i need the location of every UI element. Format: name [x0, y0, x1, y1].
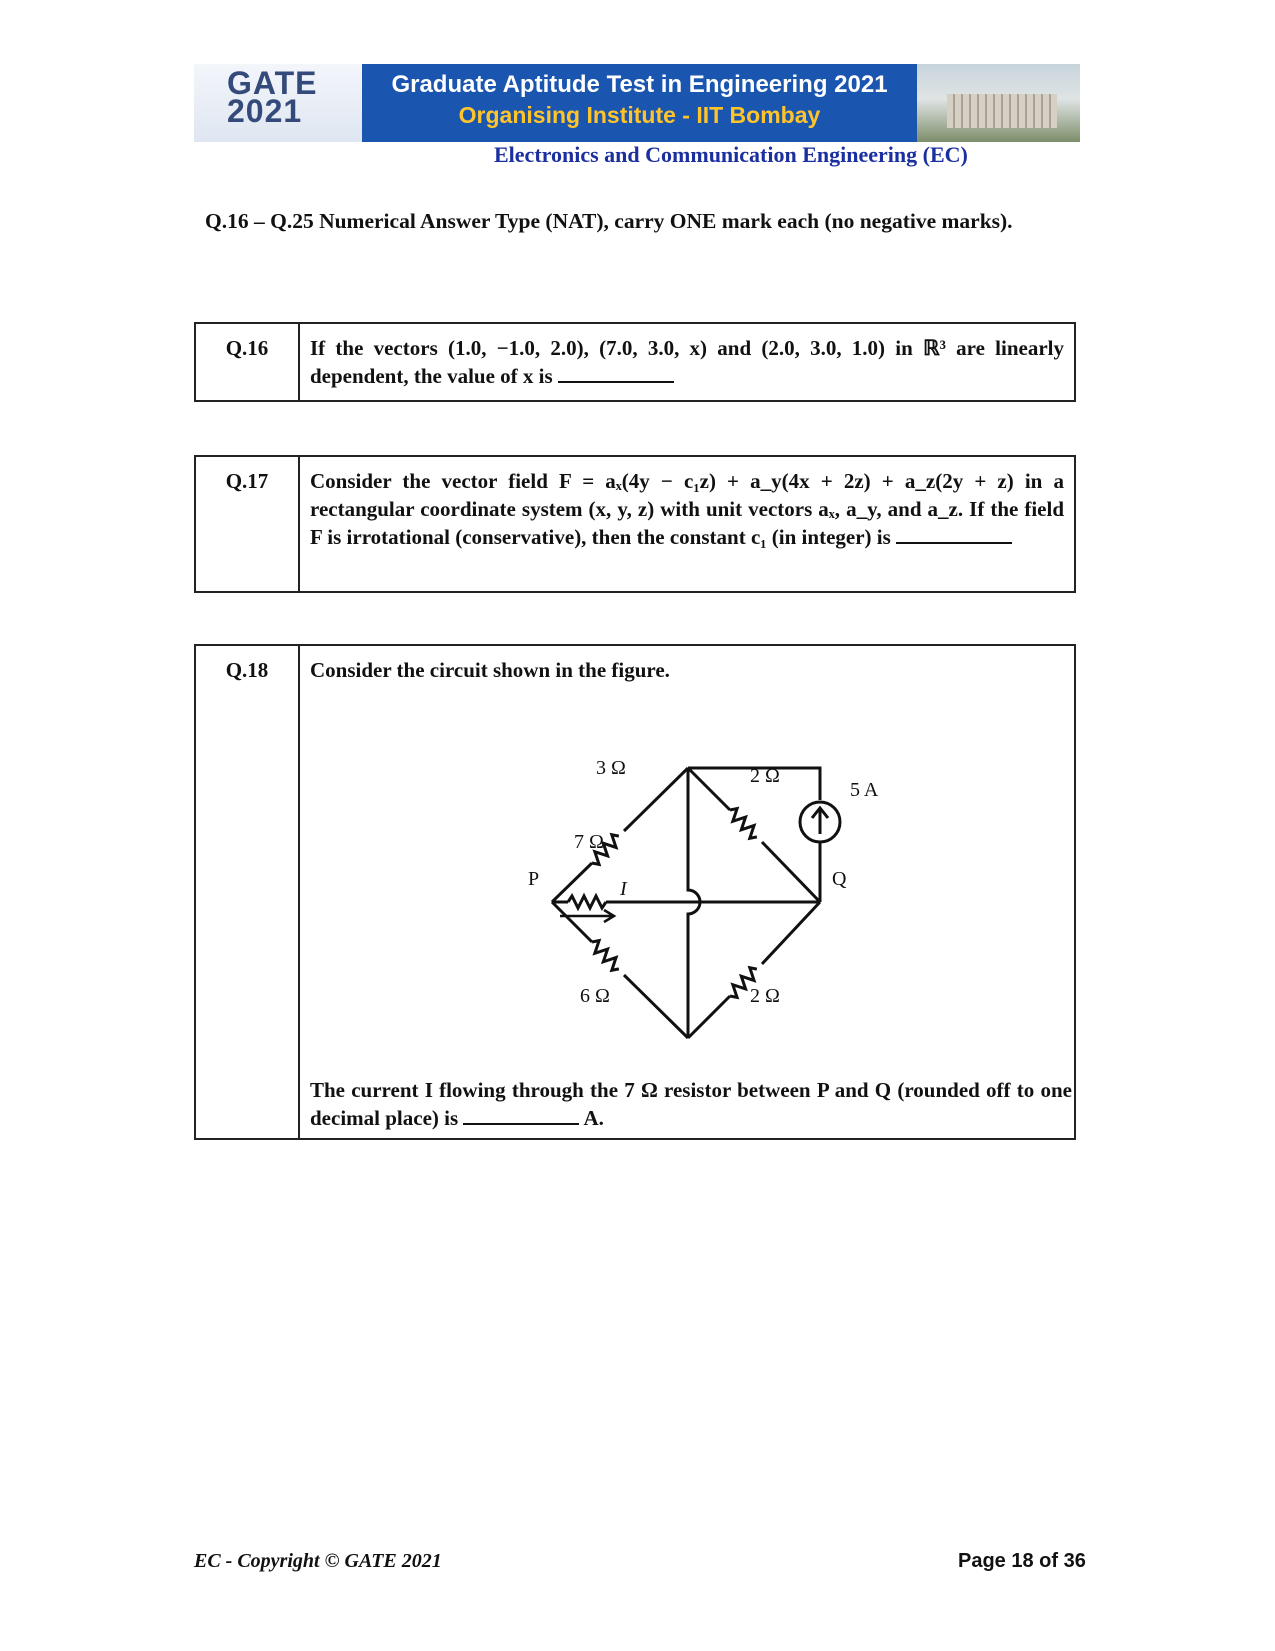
- label-q: Q: [832, 868, 847, 890]
- label-2-ohm-top: 2 Ω: [750, 765, 780, 787]
- question-text-body: The current I flowing through the 7 Ω resistor between P and Q (rounded off to one decimal place) is: [310, 1078, 1072, 1130]
- header-title-block: [362, 64, 917, 142]
- question-box-16: [194, 322, 1076, 402]
- question-text-body: Consider the vector field F = aₓ(4y − c₁z) + a_y(4x + 2z) + a_z(2y + z) in a rectangular coordinate system (x, y, z) with unit vectors aₓ, a_y, and a_z. If the field F is irrotational (conservative), then the constant c₁ (in integer) is: [310, 469, 1064, 549]
- resistor-6-ohm: [588, 938, 623, 973]
- resistor-7-ohm: [568, 896, 606, 908]
- question-prompt: [310, 1076, 1072, 1132]
- label-p: P: [528, 868, 540, 890]
- wire-r2-to-q: [762, 842, 820, 902]
- wire-p-to-bottom: [552, 902, 592, 942]
- source-arrow-icon: [812, 808, 828, 834]
- answer-blank: [463, 1105, 579, 1125]
- answer-unit: A.: [583, 1106, 604, 1130]
- label-2-ohm-bottom: 2 Ω: [750, 985, 780, 1007]
- logo-word: GATE: [227, 65, 318, 101]
- header-title: Graduate Aptitude Test in Engineering 2021: [391, 71, 888, 98]
- header-subtitle: Organising Institute - IIT Bombay: [458, 102, 821, 128]
- label-current-i: I: [620, 878, 627, 900]
- question-number: Q.17: [196, 457, 300, 591]
- answer-blank: [558, 363, 674, 383]
- question-text: [300, 324, 1074, 400]
- label-7-ohm: 7 Ω: [574, 831, 604, 853]
- question-intro: Consider the circuit shown in the figure.: [310, 658, 670, 682]
- answer-blank: [896, 524, 1012, 544]
- wire-top-to-r2: [688, 768, 730, 810]
- label-6-ohm: 6 Ω: [580, 985, 610, 1007]
- resistor-2-ohm-top: [726, 806, 761, 841]
- question-number: Q.18: [196, 646, 300, 1138]
- section-heading: Q.16 – Q.25 Numerical Answer Type (NAT), carry ONE mark each (no negative marks).: [205, 209, 1013, 233]
- circuit-diagram: [520, 750, 920, 1050]
- subject-title: Electronics and Communication Engineering (EC): [494, 142, 968, 167]
- footer-copyright: EC - Copyright © GATE 2021: [194, 1550, 442, 1572]
- label-5-a: 5 A: [850, 779, 879, 801]
- question-text: [300, 457, 1074, 591]
- wire-bottom-to-r2: [688, 996, 730, 1038]
- wire-r2b-to-q: [762, 902, 820, 964]
- footer-page-number: Page 18 of 36: [958, 1550, 1086, 1572]
- question-box-17: [194, 455, 1076, 593]
- wire-top-left: [624, 768, 688, 831]
- question-text-body: If the vectors (1.0, −1.0, 2.0), (7.0, 3.0, x) and (2.0, 3.0, 1.0) in ℝ³ are linearly dependent, the value of x is: [310, 336, 1064, 388]
- gate-logo: [194, 64, 362, 142]
- wire-bottom-left: [624, 975, 688, 1038]
- logo-year: 2021: [227, 93, 303, 129]
- institute-photo: [917, 64, 1080, 142]
- question-number: Q.16: [196, 324, 300, 400]
- header-banner: [194, 64, 1080, 142]
- label-3-ohm: 3 Ω: [596, 757, 626, 779]
